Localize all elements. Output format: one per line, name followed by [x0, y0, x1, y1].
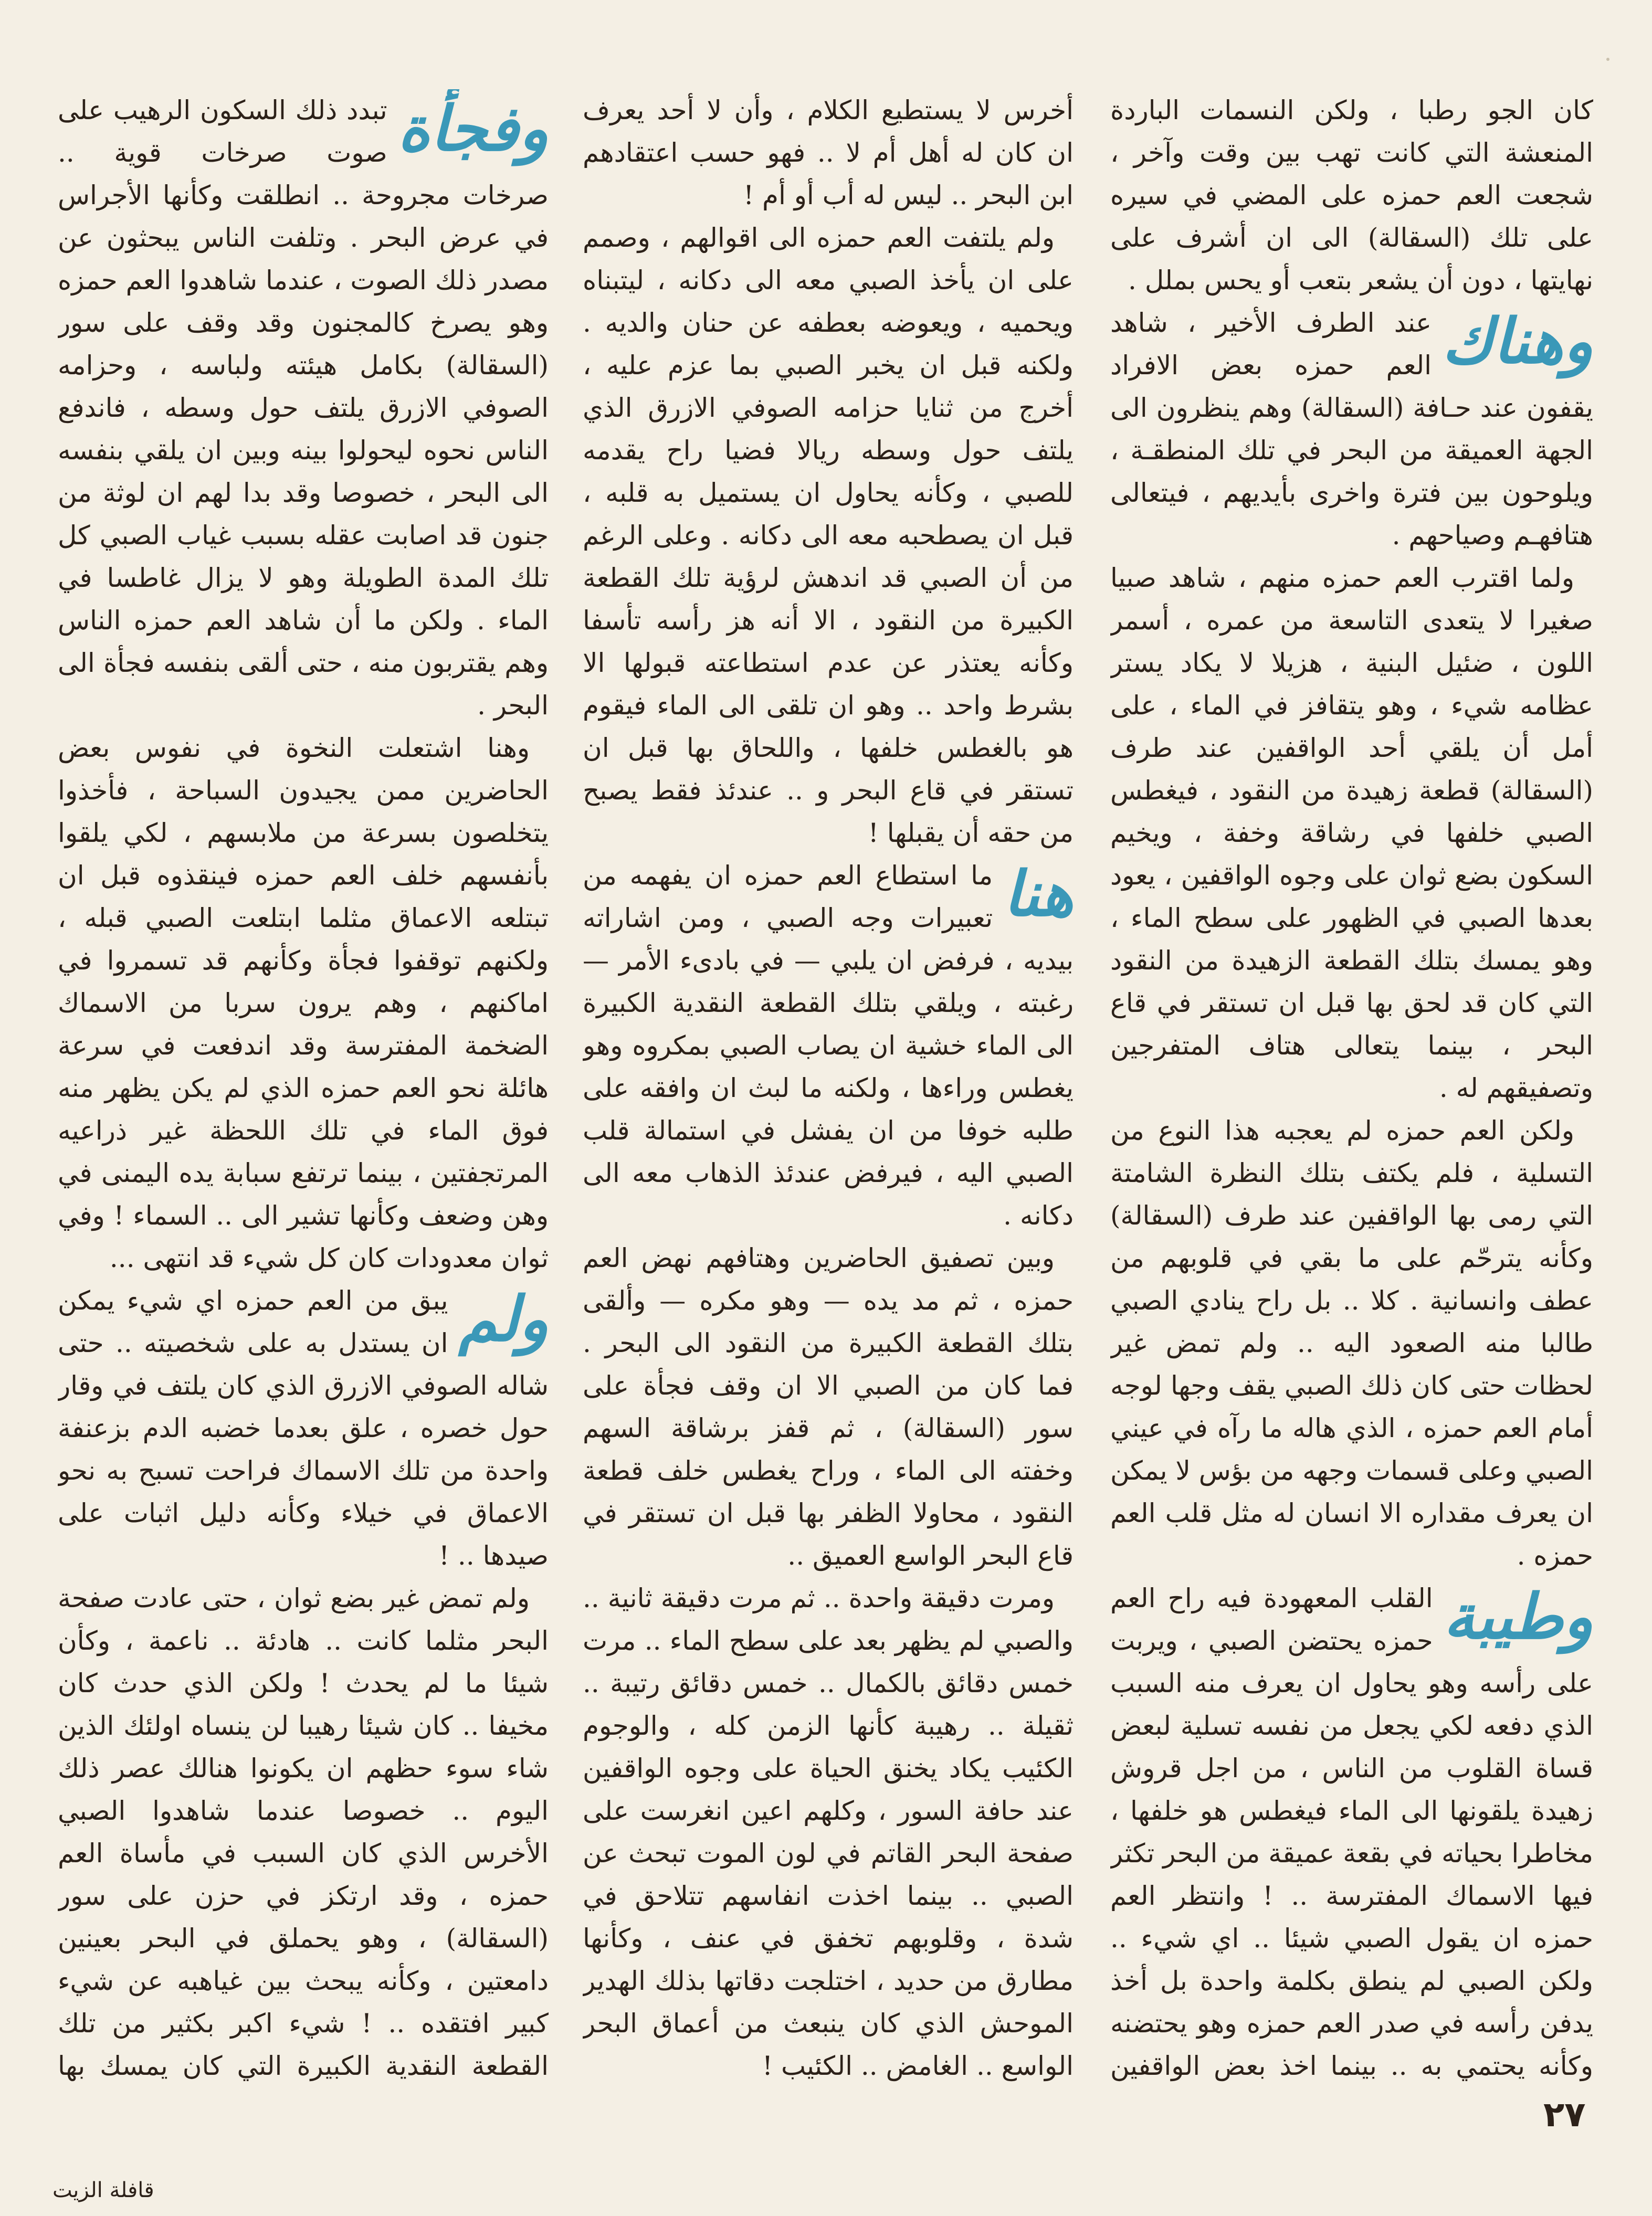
column-right	[1110, 89, 1593, 2084]
paragraph-with-dropword	[58, 1280, 549, 1577]
paragraph-with-dropword	[1110, 302, 1593, 557]
paper-speck	[1606, 58, 1609, 61]
column-middle	[583, 89, 1074, 2084]
drop-word: ولم	[458, 1282, 549, 1355]
paragraph-with-dropword	[1110, 1577, 1593, 2084]
paragraph-with-dropword	[58, 89, 549, 727]
drop-word: وهناك	[1441, 304, 1593, 377]
paragraph: ولم يلتفت العم حمزه الى اقوالهم ، وصمم على ان يأخذ الصبي معه الى دكانه ، ليتبناه ويحميه ، ويعوضه بعطفه عن حنان والديه . ولكنه قبل ان يخبر الصبي بما عزم عليه ، أخرج من ثنايا حزامه الصوفي الازرق الذي يلتف حول وسطه ريالا فضيا راح يقدمه للصبي ، وكأنه يحاول ان يستميل به قلبه ، قبل ان يصطحبه معه الى دكانه . وعلى الرغم من أن الصبي قد اندهش لرؤية تلك القطعة الكبيرة من النقود ، الا أنه هز رأسه تأسفا وكأنه يعتذر عن عدم استطاعته قبولها الا بشرط واحد .. وهو ان تلقى الى الماء فيقوم هو بالغطس خلفها ، واللحاق بها قبل ان تستقر في قاع البحر و .. عندئذ فقط يصبح من حقه أن يقبلها !	[583, 223, 1074, 848]
drop-word: وفجأة	[397, 92, 549, 165]
paragraph: ومرت دقيقة واحدة .. ثم مرت دقيقة ثانية .. والصبي لم يظهر بعد على سطح الماء .. مرت خمس دقائق بالكمال .. خمس دقائق رتيبة .. ثقيلة .. رهيبة كأنها الزمن كله ، والوجوم الكئيب يكاد يخنق الحياة على وجوه الواقفين عند حافة السور ، وكلهم اعين انغرست على صفحة البحر القاتم في لون الموت تبحث عن الصبي .. بينما اخذت انفاسهم تتلاحق في شدة ، وقلوبهم تخفق في عنف ، وكأنها مطارق من حديد ، اختلجت دقاتها بذلك الهدير الموحش الذي كان ينبعث من أعماق البحر الواسع .. الغامض .. الكئيب !	[583, 1583, 1074, 2081]
paragraph: كان الجو رطبا ، ولكن النسمات الباردة المنعشة التي كانت تهب بين وقت وآخر ، شجعت العم حمزه على المضي في سيره على تلك (السقالة) الى ان أشرف على نهايتها ، دون أن يشعر بتعب أو يحس بملل .	[1110, 95, 1593, 296]
paragraph: وبين تصفيق الحاضرين وهتافهم نهض العم حمزه ، ثم مد يده — وهو مكره — وألقى بتلك القطعة الكبيرة من النقود الى البحر . فما كان من الصبي الا ان وقف فجأة على سور (السقالة) ، ثم قفز برشاقة السهم وخفته الى الماء ، وراح يغطس خلف قطعة النقود ، محاولا الظفر بها قبل ان تستقر في قاع البحر الواسع العميق ..	[583, 1243, 1074, 1571]
paragraph-text: القلب المعهودة فيه راح العم حمزه يحتضن الصبي ، ويربت على رأسه وهو يحاول ان يعرف منه السبب الذي دفعه لكي يجعل من نفسه تسلية لبعض قساة القلوب من الناس ، من اجل قروش زهيدة يلقونها الى الماء فيغطس هو خلفها ، مخاطرا بحياته في بقعة عميقة من البحر تكثر فيها الاسماك المفترسة .. ! وانتظر العم حمزه ان يقول الصبي شيئا .. اي شيء .. ولكن الصبي لم ينطق بكلمة واحدة بل أخذ يدفن رأسه في صدر العم حمزه وهو يحتضنه وكأنه يحتمي به .. بينما اخذ بعض الواقفين	[1110, 1583, 1593, 2081]
page-number: ٢٧	[1543, 2094, 1586, 2135]
drop-word: هنا	[1003, 857, 1074, 930]
magazine-name: قافلة الزيت	[52, 2178, 154, 2202]
paragraph: ولم تمض غير بضع ثوان ، حتى عادت صفحة البحر مثلما كانت .. هادئة .. ناعمة ، وكأن شيئا ما لم يحدث ! ولكن الذي حدث كان مخيفا .. كان شيئا رهيبا لن ينساه اولئك الذين شاء سوء حظهم ان يكونوا هنالك عصر ذلك اليوم .. خصوصا عندما شاهدوا الصبي الأخرس الذي كان السبب في مأساة العم حمزه ، وقد ارتكز في حزن على سور (السقالة) ، وهو يحملق في البحر بعينين دامعتين ، وكأنه يبحث بين غياهبه عن شيء كبير افتقده .. ! شيء اكبر بكثير من تلك القطعة النقدية الكبيرة التي كان يمسك بها	[58, 1583, 549, 2081]
drop-word: وطيبة	[1443, 1580, 1593, 1653]
paragraph: وهنا اشتعلت النخوة في نفوس بعض الحاضرين ممن يجيدون السباحة ، فأخذوا يتخلصون بسرعة من ملابسهم ، لكي يلقوا بأنفسهم خلف العم حمزه فينقذوه قبل ان تبتلعه الاعماق مثلما ابتلعت الصبي قبله ، ولكنهم توقفوا فجأة وكأنهم قد تسمروا في اماكنهم ، وهم يرون سربا من الاسماك الضخمة المفترسة وقد اندفعت في سرعة هائلة نحو العم حمزه الذي لم يكن يظهر منه فوق الماء في تلك اللحظة غير ذراعيه المرتجفتين ، بينما ترتفع سبابة يده اليمنى في وهن وضعف وكأنها تشير الى .. السماء ! وفي ثوان معدودات كان كل شيء قد انتهى ...	[58, 733, 549, 1273]
paragraph-text: عند الطرف الأخير ، شاهد العم حمزه بعض الافراد يقفون عند حـافة (السقالة) وهم ينظرون الى الجهة العميقة من البحر في تلك المنطقـة ، ويلوحون بين فترة واخرى بأيديهم ، فيتعالى هتافهـم وصياحهم .	[1110, 308, 1593, 551]
paragraph: ولكن العم حمزه لم يعجبه هذا النوع من التسلية ، فلم يكتف بتلك النظرة الشامتة التي رمى بها الواقفين عند طرف (السقالة) وكأنه يترحّم على ما بقي في قلوبهم من عطف وانسانية . كلا .. بل راح ينادي الصبي طالبا منه الصعود اليه .. ولم تمض غير لحظات حتى كان ذلك الصبي يقف وجها لوجه أمام العم حمزه ، الذي هاله ما رآه في عيني الصبي وعلى قسمات وجهه من بؤس لا يمكن ان يعرف مقداره الا انسان له مثل قلب العم حمزه .	[1110, 1115, 1593, 1571]
paragraph-text: يبق من العم حمزه اي شيء يمكن ان يستدل به على شخصيته .. حتى شاله الصوفي الازرق الذي كان يلتف في وقار حول خصره ، علق بعدما خضبه الدم بزعنفة واحدة من تلك الاسماك فراحت تسبح به نحو الاعماق في خيلاء وكأنه دليل اثبات على صيدها .. !	[58, 1285, 549, 1571]
paragraph-with-dropword	[583, 854, 1074, 1237]
paragraph: ولما اقترب العم حمزه منهم ، شاهد صبيا صغيرا لا يتعدى التاسعة من عمره ، أسمر اللون ، ضئيل البنية ، هزيلا لا يكاد يستر عظامه شيء ، وهو يتقافز في الماء ، على أمل أن يلقي أحد الواقفين عند طرف (السقالة) قطعة زهيدة من النقود ، فيغطس الصبي خلفها في رشاقة وخفة ، ويخيم السكون بضع ثوان على وجوه الواقفين ، يعود بعدها الصبي في الظهور على سطح الماء ، وهو يمسك بتلك القطعة الزهيدة من النقود التي كان قد لحق بها قبل ان تستقر في قاع البحر ، بينما يتعالى هتاف المتفرجين وتصفيقهم له .	[1110, 563, 1593, 1103]
paragraph-text: ما استطاع العم حمزه ان يفهمه من تعبيرات وجه الصبي ، ومن اشاراته بيديه ، فرفض ان يلبي — في بادىء الأمر — رغبته ، ويلقي بتلك القطعة النقدية الكبيرة الى الماء خشية ان يصاب الصبي بمكروه وهو يغطس وراءها ، ولكنه ما لبث ان وافقه على طلبه خوفا من ان يفشل في استمالة قلب الصبي اليه ، فيرفض عندئذ الذهاب معه الى دكانه .	[583, 860, 1074, 1231]
paragraph: أخرس لا يستطيع الكلام ، وأن لا أحد يعرف ان كان له أهل أم لا .. فهو حسب اعتقادهم ابن البحر .. ليس له أب أو أم !	[583, 95, 1074, 210]
column-left	[58, 89, 549, 2084]
paragraph-text: تبدد ذلك السكون الرهيب على صوت صرخات قوية .. صرخات مجروحة .. انطلقت وكأنها الأجراس في عرض البحر . وتلفت الناس يبحثون عن مصدر ذلك الصوت ، عندما شاهدوا العم حمزه وهو يصرخ كالمجنون وقد وقف على سور (السقالة) بكامل هيئته ولباسه ، وحزامه الصوفي الازرق يلتف حول وسطه ، فاندفع الناس نحوه ليحولوا بينه وبين ان يلقي بنفسه الى البحر ، خصوصا وقد بدا لهم ان لوثة من جنون قد اصابت عقله بسبب غياب الصبي كل تلك المدة الطويلة وهو لا يزال غاطسا في الماء . ولكن ما أن شاهد العم حمزه الناس وهم يقتربون منه ، حتى ألقى بنفسه فجأة الى البحر .	[58, 95, 549, 721]
